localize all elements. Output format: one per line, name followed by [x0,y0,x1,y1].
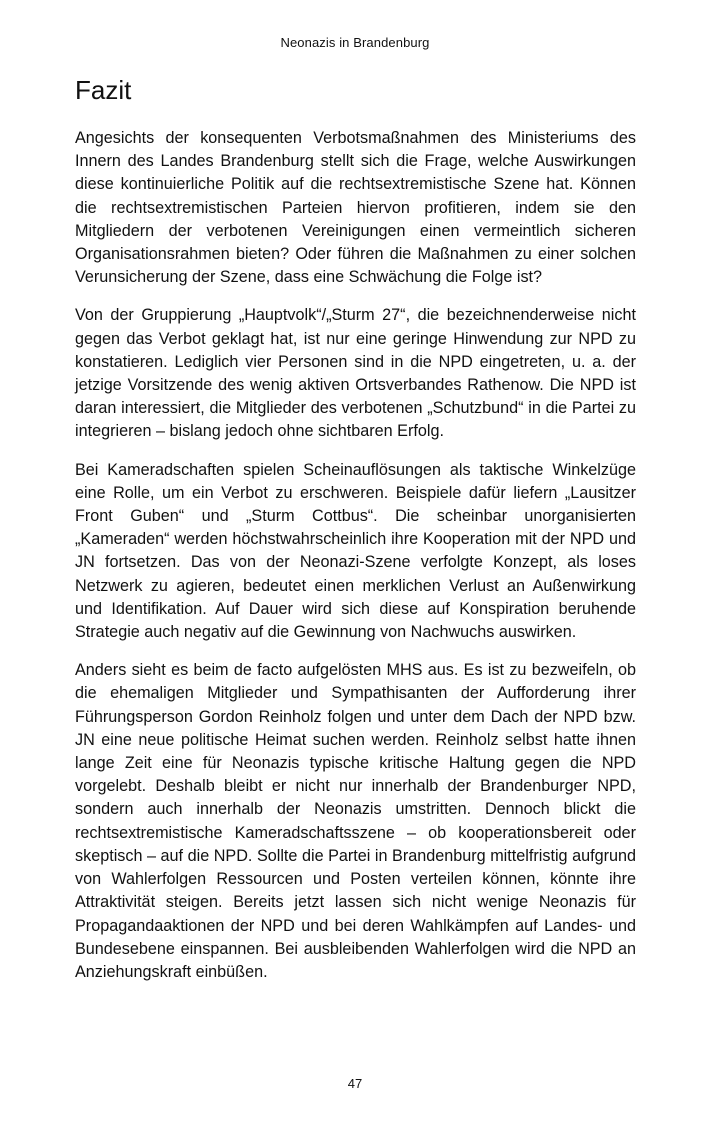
body-text [75,127,636,999]
section-heading: Fazit [75,75,132,105]
paragraph-3: Bei Kameradschaften spielen Scheinauflösungen als taktische Winkelzüge eine Rolle, um ein Verbot zu erschweren. Beispiele dafür liefern „Lausitzer Front Guben“ und „Sturm Cottbus“. Die scheinbar unorganisierten „Kameraden“ werden höchstwahrscheinlich ihre Kooperation mit der NPD und JN fortsetzen. Das von der Neonazi-Szene verfolgte Konzept, als loses Netzwerk zu agieren, bedeutet einen merklichen Verlust an Außenwirkung und Identifikation. Auf Dauer wird sich diese auf Konspiration beruhende Strategie auch negativ auf die Gewinnung von Nachwuchs auswirken. [75,460,636,642]
page-number: 47 [347,1076,363,1091]
paragraph-4: Anders sieht es beim de facto aufgelösten MHS aus. Es ist zu bezweifeln, ob die ehemaligen Mitglieder und Sympathisanten der Aufforderung ihrer Führungsperson Gordon Reinholz folgen und unter dem Dach der NPD bzw. JN eine neue politische Heimat suchen werden. Reinholz selbst hatte ihnen lange Zeit eine für Neonazis typische kritische Haltung gegen die NPD vorgelebt. Deshalb bleibt er nicht nur innerhalb der Brandenburger NPD, sondern auch innerhalb der Neonazis umstritten. Dennoch blickt die rechtsextremistische Kameradschaftsszene – ob kooperationsbereit oder skeptisch – auf die NPD. Sollte die Partei in Brandenburg mittelfristig aufgrund von Wahlerfolgen Ressourcen und Posten verteilen können, könnte ihre Attraktivität steigen. Bereits jetzt lassen sich nicht wenige Neonazis für Propagandaaktionen der NPD und bei deren Wahlkämpfen auf Landes- und Bundesebene einspannen. Bei ausbleibenden Wahlerfolgen wird die NPD an Anziehungskraft einbüßen. [75,661,636,981]
paragraph-1: Angesichts der konsequenten Verbotsmaßnahmen des Ministeriums des Innern des Landes Brandenburg stellt sich die Frage, welche Auswirkungen diese kontinuierliche Politik auf die rechtsextremistische Szene hat. Können die rechtsextremistischen Parteien hiervon profitieren, indem sie den Mitgliedern der verbotenen Vereinigungen einen vermeintlich sicheren Organisationsrahmen bieten? Oder führen die Maßnahmen zu einer solchen Verunsicherung der Szene, dass eine Schwächung die Folge ist? [75,129,636,287]
paragraph-2: Von der Gruppierung „Hauptvolk“/„Sturm 27“, die bezeichnenderweise nicht gegen das Verbot geklagt hat, ist nur eine geringe Hinwendung zur NPD zu konstatieren. Lediglich vier Personen sind in die NPD eingetreten, u. a. der jetzige Vorsitzende des wenig aktiven Ortsverbandes Rathenow. Die NPD ist daran interessiert, die Mitglieder des verbotenen „Schutzbund“ in die Partei zu integrieren – bislang jedoch ohne sichtbaren Erfolg. [75,306,636,441]
running-header: Neonazis in Brandenburg [280,35,430,50]
